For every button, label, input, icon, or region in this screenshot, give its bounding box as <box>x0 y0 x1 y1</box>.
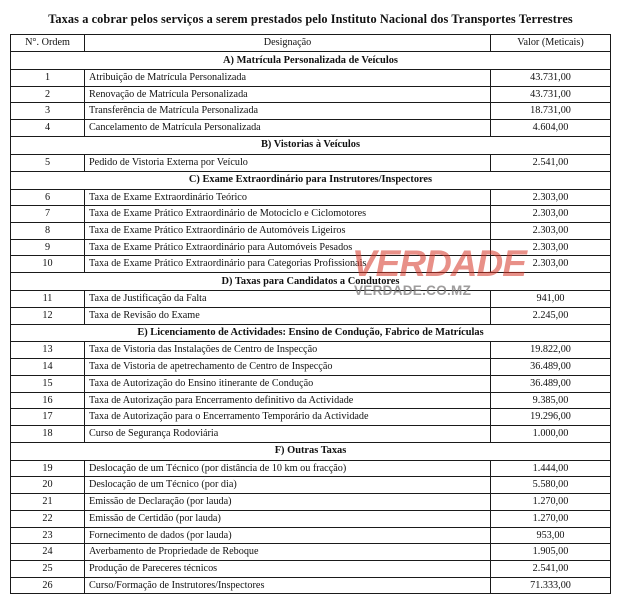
table-header-row <box>11 35 611 52</box>
table-row <box>11 577 611 594</box>
table-body <box>11 52 611 594</box>
cell-designacao: Taxa de Vistoria de apetrechamento de Centro de Inspecção <box>85 359 491 376</box>
table-row <box>11 392 611 409</box>
cell-designacao: Deslocação de um Técnico (por distância de 10 km ou fracção) <box>85 460 491 477</box>
cell-designacao: Taxa de Autorização para o Encerramento Temporário da Actividade <box>85 409 491 426</box>
cell-ordem: 9 <box>11 239 85 256</box>
cell-ordem: 13 <box>11 342 85 359</box>
cell-ordem: 14 <box>11 359 85 376</box>
cell-designacao: Pedido de Vistoria Externa por Veículo <box>85 154 491 171</box>
section-label: E) Licenciamento de Actividades: Ensino de Condução, Fabrico de Matrículas <box>11 324 611 342</box>
cell-ordem: 1 <box>11 70 85 87</box>
table-section-row <box>11 442 611 460</box>
cell-valor: 2.245,00 <box>491 307 611 324</box>
cell-designacao: Taxa de Exame Prático Extraordinário para Automóveis Pesados <box>85 239 491 256</box>
table-row <box>11 206 611 223</box>
table-row <box>11 359 611 376</box>
cell-ordem: 10 <box>11 256 85 273</box>
cell-valor: 1.000,00 <box>491 426 611 443</box>
table-row <box>11 291 611 308</box>
cell-ordem: 20 <box>11 477 85 494</box>
section-label: A) Matrícula Personalizada de Veículos <box>11 52 611 70</box>
cell-designacao: Cancelamento de Matrícula Personalizada <box>85 120 491 137</box>
table-row <box>11 86 611 103</box>
table-row <box>11 477 611 494</box>
table-row <box>11 494 611 511</box>
table-row <box>11 222 611 239</box>
cell-ordem: 23 <box>11 527 85 544</box>
cell-valor: 1.905,00 <box>491 544 611 561</box>
cell-designacao: Taxa de Vistoria das Instalações de Centro de Inspecção <box>85 342 491 359</box>
cell-valor: 2.303,00 <box>491 256 611 273</box>
cell-designacao: Taxa de Exame Prático Extraordinário para Categorias Profissionais <box>85 256 491 273</box>
section-label: C) Exame Extraordinário para Instrutores/Inspectores <box>11 171 611 189</box>
cell-valor: 1.444,00 <box>491 460 611 477</box>
cell-designacao: Deslocação de um Técnico (por dia) <box>85 477 491 494</box>
cell-designacao: Taxa de Autorização do Ensino itinerante de Condução <box>85 375 491 392</box>
page-title: Taxas a cobrar pelos serviços a serem prestados pelo Instituto Nacional dos Transportes Terrestres <box>48 12 573 26</box>
section-label: D) Taxas para Candidatos a Condutores <box>11 273 611 291</box>
cell-ordem: 15 <box>11 375 85 392</box>
cell-valor: 5.580,00 <box>491 477 611 494</box>
table-row <box>11 154 611 171</box>
table-row <box>11 342 611 359</box>
section-label: F) Outras Taxas <box>11 442 611 460</box>
cell-ordem: 21 <box>11 494 85 511</box>
watermark-brand: VERDADE <box>352 243 526 284</box>
cell-valor: 18.731,00 <box>491 103 611 120</box>
column-header-valor: Valor (Meticais) <box>491 35 611 52</box>
cell-designacao: Transferência de Matrícula Personalizada <box>85 103 491 120</box>
cell-designacao: Renovação de Matrícula Personalizada <box>85 86 491 103</box>
cell-ordem: 6 <box>11 189 85 206</box>
cell-ordem: 12 <box>11 307 85 324</box>
cell-valor: 2.303,00 <box>491 222 611 239</box>
cell-valor: 36.489,00 <box>491 375 611 392</box>
cell-designacao: Fornecimento de dados (por lauda) <box>85 527 491 544</box>
cell-ordem: 2 <box>11 86 85 103</box>
cell-designacao: Taxa de Justificação da Falta <box>85 291 491 308</box>
table-row <box>11 103 611 120</box>
table-row <box>11 561 611 578</box>
cell-valor: 2.303,00 <box>491 206 611 223</box>
cell-ordem: 19 <box>11 460 85 477</box>
cell-valor: 36.489,00 <box>491 359 611 376</box>
cell-designacao: Emissão de Declaração (por lauda) <box>85 494 491 511</box>
table-row <box>11 239 611 256</box>
cell-designacao: Taxa de Autorização para Encerramento definitivo da Actividade <box>85 392 491 409</box>
cell-ordem: 7 <box>11 206 85 223</box>
cell-designacao: Averbamento de Propriedade de Reboque <box>85 544 491 561</box>
watermark-site: VERDADE.CO.MZ <box>354 283 472 299</box>
column-header-designacao: Designação <box>85 35 491 52</box>
table-header <box>11 35 611 52</box>
cell-designacao: Taxa de Exame Prático Extraordinário de Automóveis Ligeiros <box>85 222 491 239</box>
cell-valor: 43.731,00 <box>491 70 611 87</box>
cell-ordem: 26 <box>11 577 85 594</box>
cell-ordem: 11 <box>11 291 85 308</box>
cell-ordem: 16 <box>11 392 85 409</box>
table-section-row <box>11 171 611 189</box>
table-row <box>11 256 611 273</box>
cell-ordem: 24 <box>11 544 85 561</box>
table-row <box>11 460 611 477</box>
cell-ordem: 25 <box>11 561 85 578</box>
cell-ordem: 3 <box>11 103 85 120</box>
cell-valor: 2.541,00 <box>491 561 611 578</box>
table-section-row <box>11 273 611 291</box>
cell-designacao: Curso de Segurança Rodoviária <box>85 426 491 443</box>
cell-valor: 2.303,00 <box>491 239 611 256</box>
table-row <box>11 409 611 426</box>
cell-valor: 953,00 <box>491 527 611 544</box>
cell-valor: 4.604,00 <box>491 120 611 137</box>
column-header-ordem: N°. Ordem <box>11 35 85 52</box>
table-section-row <box>11 136 611 154</box>
cell-valor: 43.731,00 <box>491 86 611 103</box>
cell-designacao: Emissão de Certidão (por lauda) <box>85 510 491 527</box>
cell-valor: 71.333,00 <box>491 577 611 594</box>
cell-designacao: Taxa de Revisão do Exame <box>85 307 491 324</box>
table-row <box>11 527 611 544</box>
cell-designacao: Taxa de Exame Extraordinário Teórico <box>85 189 491 206</box>
cell-valor: 9.385,00 <box>491 392 611 409</box>
table-row <box>11 70 611 87</box>
cell-ordem: 4 <box>11 120 85 137</box>
cell-ordem: 5 <box>11 154 85 171</box>
table-row <box>11 375 611 392</box>
cell-designacao: Taxa de Exame Prático Extraordinário de Motociclo e Ciclomotores <box>85 206 491 223</box>
cell-ordem: 22 <box>11 510 85 527</box>
table-section-row <box>11 52 611 70</box>
cell-designacao: Produção de Pareceres técnicos <box>85 561 491 578</box>
cell-valor: 19.296,00 <box>491 409 611 426</box>
cell-valor: 941,00 <box>491 291 611 308</box>
cell-valor: 2.303,00 <box>491 189 611 206</box>
cell-valor: 2.541,00 <box>491 154 611 171</box>
cell-valor: 1.270,00 <box>491 510 611 527</box>
cell-valor: 1.270,00 <box>491 494 611 511</box>
section-label: B) Vistorias à Veículos <box>11 136 611 154</box>
table-section-row <box>11 324 611 342</box>
cell-designacao: Atribuição de Matrícula Personalizada <box>85 70 491 87</box>
table-row <box>11 544 611 561</box>
table-row <box>11 426 611 443</box>
table-row <box>11 510 611 527</box>
cell-designacao: Curso/Formação de Instrutores/Inspectores <box>85 577 491 594</box>
cell-valor: 19.822,00 <box>491 342 611 359</box>
tariff-table <box>10 34 611 594</box>
cell-ordem: 8 <box>11 222 85 239</box>
table-row <box>11 120 611 137</box>
table-row <box>11 189 611 206</box>
table-row <box>11 307 611 324</box>
cell-ordem: 18 <box>11 426 85 443</box>
cell-ordem: 17 <box>11 409 85 426</box>
